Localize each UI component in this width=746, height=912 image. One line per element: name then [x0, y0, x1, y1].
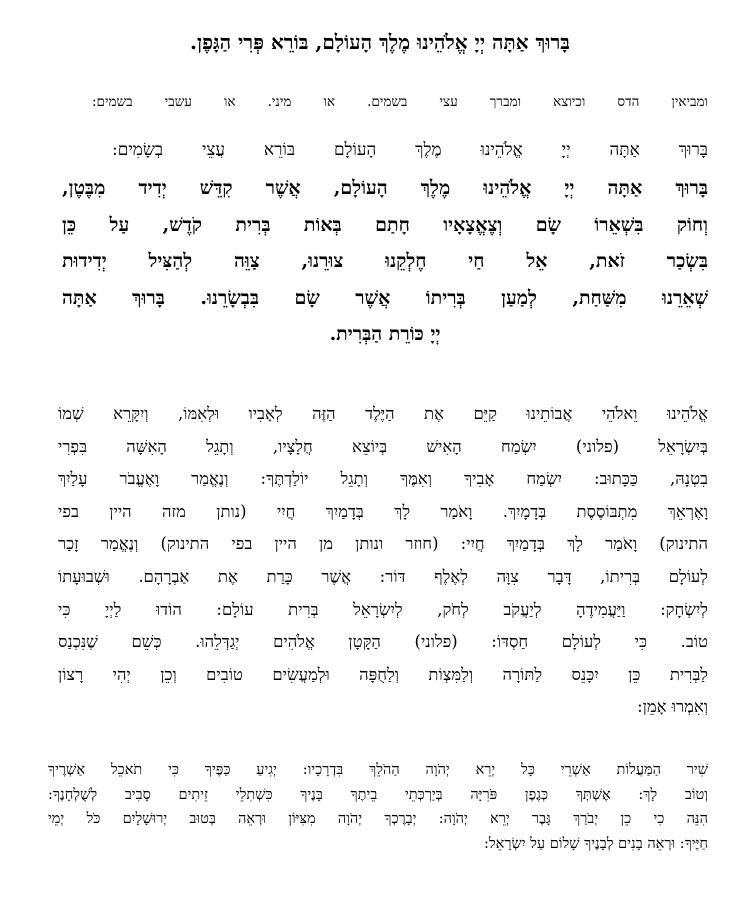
psalm-line: הִנֵּה כִי כֵן יְבֹרַךְ גָּבֶר יְרֵא יְהֹוָה: יְבָרֶכְךָ יְהֹוָה מִצִּיּוֹן וּרְאֵה בְּטוּב יְרוּשָׁלָיִם כֹּל יְמֵי: [48, 811, 708, 827]
naming-prayer-line: וְאִמְרוּ אָמֵן:: [637, 697, 708, 717]
naming-prayer-line: לְיִשְׂחָק: וַיַּעֲמִידֶהָ לְיַעֲקֹב לְחֹק, לְיִשְׂרָאֵל בְּרִית עוֹלָם: הוֹדוּ לַיְיָ כִּי: [58, 599, 708, 619]
brit-blessing-line: וְחוֹק בִּשְׁאֵרוֹ שָׂם וְצֶאֱצָאָיו חָתַם בְּאוֹת בְּרִית קֹדֶשׁ, עַל כֵּן: [62, 213, 708, 236]
psalm-line: שִׁיר הַמַּעֲלוֹת אַשְׁרֵי כָּל יְרֵא יְהֹוָה הַהֹלֵךְ בִּדְרָכָיו: יְגִיעַ כַּפֶּיךָ כִּי תֹאכֵל אַשְׁרֶיךָ: [48, 762, 708, 778]
naming-prayer-line: אֱלֹהֵינוּ וֵאלֹהֵי אֲבוֹתֵינוּ קַיֵּם אֶת הַיֶּלֶד הַזֶּה לְאָבִיו וּלְאִמּוֹ, וְיִקָּרֵא שְׁמוֹ: [58, 404, 708, 423]
wine-blessing: [120, 22, 640, 62]
wine-blessing-line: בָּרוּךְ אַתָּה יְיָ אֱלֹהֵינוּ מֶלֶךְ הָעוֹלָם, בּוֹרֵא פְּרִי הַגָּפֶן.: [190, 30, 570, 54]
brit-blessing-line: יְיָ כּוֹרֵת הַבְּרִית.: [329, 323, 441, 345]
psalm-128-paragraph: [48, 758, 708, 856]
naming-prayer-line: טוֹב. כִּי לְעוֹלָם חַסְדּוֹ: (פלוני) הַקָּטָן אֱלֹהִים יְגַדְּלֵהוּ. כְּשֵׁם שֶׁנִּכְנַס: [58, 632, 708, 652]
naming-prayer-paragraph: [58, 398, 708, 724]
spices-instruction-line: ומביאין הדס וכיוצא ומברך עצי בשמים. או מיני. או עשבי בשמים:: [92, 94, 708, 110]
spices-blessing: [112, 135, 708, 165]
brit-blessing-line: שְׁאֵרֵנוּ מִשַּׁחַת, לְמַעַן בְּרִיתוֹ אֲשֶׁר שָׂם בִּבְשָׂרֵנוּ. בָּרוּךְ אַתָּה: [62, 286, 708, 309]
naming-prayer-line: לְעוֹלָם בְּרִיתוֹ, דָּבָר צִוָּה לְאֶלֶף דּוֹר: אֲשֶׁר כָּרַת אֶת אַבְרָהָם. וּשְׁבוּעָתוֹ: [58, 566, 708, 586]
naming-prayer-line: בִטְנָהּ, כַּכָּתוּב: יִשְׂמַח אָבִיךָ וְאִמֶּךָ וְתָגֵל יוֹלַדְתֶּךָ: וְנֶאֱמַר וָאֶעֱבֹר עָלַיִךְ: [58, 469, 708, 489]
brit-blessing-line: בָּרוּךְ אַתָּה יְיָ אֱלֹהֵינוּ מֶלֶךְ הָעוֹלָם, אֲשֶׁר קִדֵּשׁ יְדִיד מִבֶּטֶן,: [62, 177, 708, 199]
naming-prayer-line: בְּיִשְׂרָאֵל (פלוני) יִשְׂמַח הָאִישׁ בְּיוֹצֵא חֲלָצָיו, וְתָגֵל הָאִשָּׁה בִּפְרִי: [58, 436, 708, 456]
spices-instruction: [92, 90, 708, 114]
psalm-line: וְטוֹב לָךְ: אֶשְׁתְּךָ כְּגֶפֶן פֹּרִיָּה בְּיַרְכְּתֵי בֵיתֶךָ בָּנֶיךָ כִּשְׁתִלֵי זֵיתִים סָבִיב לְשֻׁלְחָנֶךָ:: [48, 786, 708, 803]
spices-blessing-line: בָּרוּךְ אַתָּה יְיָ אֱלֹהֵינוּ מֶלֶךְ הָעוֹלָם בּוֹרֵא עֲצֵי בְשָׂמִים:: [112, 140, 708, 160]
naming-prayer-line: וָאֶרְאֵךְ מִתְבּוֹסֶסֶת בְּדָמָיִךְ. וָאֹמַר לָךְ בְּדָמַיִךְ חֲיִי (נותן מזה היין בפי: [58, 501, 708, 521]
psalm-line: חַיֶּיךָ: וּרְאֵה בָנִים לְבָנֶיךָ שָׁלוֹם עַל יִשְׂרָאֵל:: [483, 835, 708, 852]
brit-blessing-line: בִּשְׂכַר זֹאת, אֵל חַי חֶלְקֵנוּ צוּרֵנוּ, צַוֵּה לְהַצִּיל יְדִידוּת: [62, 250, 708, 272]
brit-blessing-paragraph: [62, 170, 708, 353]
naming-prayer-line: התינוק) וָאֹמַר לָךְ בְּדָמַיִךְ חֲיִי: (חוזר ונותן מן היין בפי התינוק) וְנֶאֱמַר זָכַר: [58, 534, 708, 554]
naming-prayer-line: לַבְּרִית כֵּן יִכָּנֵס לַתּוֹרָה וְלַמִּצְוֹת וְלַחֻפָּה וּלְמַעֲשִׂים טוֹבִים וְכֵן יְהִי רָצוֹן: [58, 664, 708, 684]
